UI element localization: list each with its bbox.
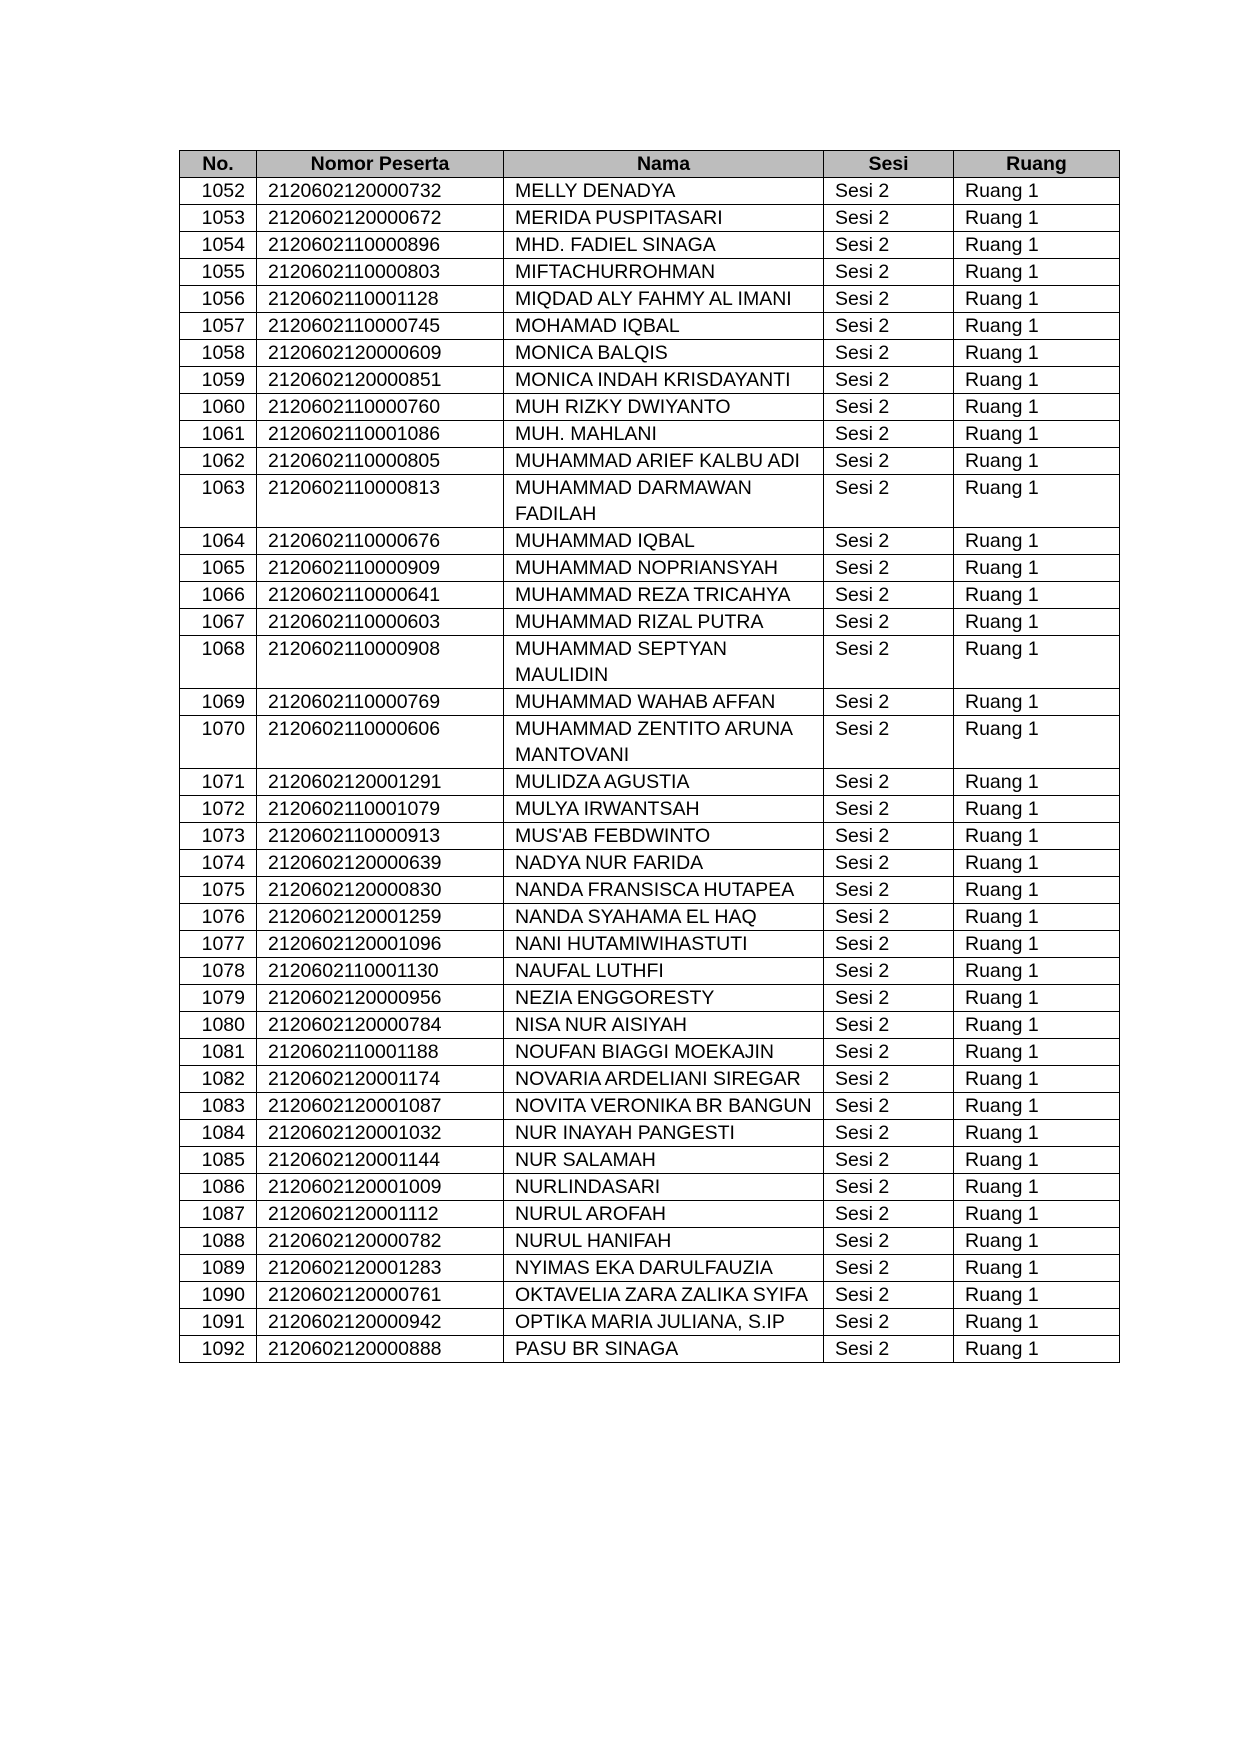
cell-sesi: Sesi 2 (824, 904, 954, 931)
cell-sesi: Sesi 2 (824, 877, 954, 904)
cell-ruang: Ruang 1 (954, 1174, 1120, 1201)
cell-nama: MONICA INDAH KRISDAYANTI (504, 367, 824, 394)
cell-sesi: Sesi 2 (824, 1120, 954, 1147)
cell-no: 1070 (180, 716, 257, 769)
cell-no: 1057 (180, 313, 257, 340)
cell-ruang: Ruang 1 (954, 1012, 1120, 1039)
cell-nama: MIQDAD ALY FAHMY AL IMANI (504, 286, 824, 313)
cell-sesi: Sesi 2 (824, 555, 954, 582)
cell-no: 1065 (180, 555, 257, 582)
cell-ruang: Ruang 1 (954, 259, 1120, 286)
cell-sesi: Sesi 2 (824, 1039, 954, 1066)
cell-nomor-peserta: 2120602110000803 (257, 259, 504, 286)
cell-ruang: Ruang 1 (954, 1039, 1120, 1066)
cell-nomor-peserta: 2120602110000760 (257, 394, 504, 421)
cell-sesi: Sesi 2 (824, 1174, 954, 1201)
cell-nama: NOVITA VERONIKA BR BANGUN (504, 1093, 824, 1120)
cell-no: 1069 (180, 689, 257, 716)
cell-sesi: Sesi 2 (824, 636, 954, 689)
cell-ruang: Ruang 1 (954, 850, 1120, 877)
cell-nomor-peserta: 2120602110001188 (257, 1039, 504, 1066)
table-row (180, 904, 1120, 931)
cell-no: 1053 (180, 205, 257, 232)
cell-no: 1087 (180, 1201, 257, 1228)
cell-ruang: Ruang 1 (954, 528, 1120, 555)
table-row (180, 394, 1120, 421)
cell-ruang: Ruang 1 (954, 421, 1120, 448)
cell-sesi: Sesi 2 (824, 340, 954, 367)
cell-nama: NOVARIA ARDELIANI SIREGAR (504, 1066, 824, 1093)
cell-ruang: Ruang 1 (954, 1066, 1120, 1093)
cell-no: 1055 (180, 259, 257, 286)
cell-ruang: Ruang 1 (954, 958, 1120, 985)
cell-no: 1063 (180, 475, 257, 528)
column-header-sesi: Sesi (824, 151, 954, 178)
cell-nama: NANDA FRANSISCA HUTAPEA (504, 877, 824, 904)
table-row (180, 1309, 1120, 1336)
cell-sesi: Sesi 2 (824, 1228, 954, 1255)
cell-sesi: Sesi 2 (824, 313, 954, 340)
table-row (180, 421, 1120, 448)
cell-nama: MHD. FADIEL SINAGA (504, 232, 824, 259)
cell-no: 1072 (180, 796, 257, 823)
cell-no: 1084 (180, 1120, 257, 1147)
table-row (180, 796, 1120, 823)
cell-sesi: Sesi 2 (824, 609, 954, 636)
cell-nama: MUHAMMAD DARMAWAN FADILAH (504, 475, 824, 528)
table-row (180, 716, 1120, 769)
cell-nama: MUHAMMAD RIZAL PUTRA (504, 609, 824, 636)
cell-nomor-peserta: 2120602110000813 (257, 475, 504, 528)
cell-ruang: Ruang 1 (954, 1093, 1120, 1120)
table-row (180, 1336, 1120, 1363)
cell-nomor-peserta: 2120602110000603 (257, 609, 504, 636)
cell-nama: NUR INAYAH PANGESTI (504, 1120, 824, 1147)
table-row (180, 689, 1120, 716)
cell-nama: NURUL AROFAH (504, 1201, 824, 1228)
cell-no: 1059 (180, 367, 257, 394)
column-header-nomor-peserta: Nomor Peserta (257, 151, 504, 178)
cell-nomor-peserta: 2120602120001032 (257, 1120, 504, 1147)
cell-no: 1091 (180, 1309, 257, 1336)
cell-no: 1064 (180, 528, 257, 555)
cell-ruang: Ruang 1 (954, 1120, 1120, 1147)
cell-sesi: Sesi 2 (824, 475, 954, 528)
cell-no: 1079 (180, 985, 257, 1012)
cell-ruang: Ruang 1 (954, 1309, 1120, 1336)
cell-nomor-peserta: 2120602120000782 (257, 1228, 504, 1255)
table-row (180, 1174, 1120, 1201)
cell-nomor-peserta: 2120602110000745 (257, 313, 504, 340)
cell-no: 1083 (180, 1093, 257, 1120)
cell-ruang: Ruang 1 (954, 1228, 1120, 1255)
table-row (180, 232, 1120, 259)
cell-no: 1085 (180, 1147, 257, 1174)
cell-nomor-peserta: 2120602120001291 (257, 769, 504, 796)
cell-nama: MULIDZA AGUSTIA (504, 769, 824, 796)
cell-ruang: Ruang 1 (954, 1336, 1120, 1363)
cell-sesi: Sesi 2 (824, 796, 954, 823)
cell-sesi: Sesi 2 (824, 232, 954, 259)
cell-nama: NANI HUTAMIWIHASTUTI (504, 931, 824, 958)
cell-nomor-peserta: 2120602110000641 (257, 582, 504, 609)
table-header (180, 151, 1120, 178)
cell-nomor-peserta: 2120602110000908 (257, 636, 504, 689)
cell-nomor-peserta: 2120602120000830 (257, 877, 504, 904)
cell-sesi: Sesi 2 (824, 716, 954, 769)
cell-nomor-peserta: 2120602120001259 (257, 904, 504, 931)
cell-ruang: Ruang 1 (954, 716, 1120, 769)
table-row (180, 1120, 1120, 1147)
cell-nama: NUR SALAMAH (504, 1147, 824, 1174)
cell-ruang: Ruang 1 (954, 904, 1120, 931)
cell-sesi: Sesi 2 (824, 689, 954, 716)
cell-nama: MUHAMMAD REZA TRICAHYA (504, 582, 824, 609)
table-row (180, 931, 1120, 958)
table-row (180, 1012, 1120, 1039)
table-row (180, 985, 1120, 1012)
cell-sesi: Sesi 2 (824, 958, 954, 985)
table-body (180, 178, 1120, 1363)
cell-nama: OPTIKA MARIA JULIANA, S.IP (504, 1309, 824, 1336)
table-row (180, 1201, 1120, 1228)
cell-nomor-peserta: 2120602110000913 (257, 823, 504, 850)
cell-ruang: Ruang 1 (954, 1147, 1120, 1174)
cell-nama: MERIDA PUSPITASARI (504, 205, 824, 232)
cell-nama: MIFTACHURROHMAN (504, 259, 824, 286)
cell-no: 1061 (180, 421, 257, 448)
cell-nama: NANDA SYAHAMA EL HAQ (504, 904, 824, 931)
table-row (180, 259, 1120, 286)
cell-sesi: Sesi 2 (824, 1309, 954, 1336)
cell-no: 1068 (180, 636, 257, 689)
cell-no: 1081 (180, 1039, 257, 1066)
cell-nama: MELLY DENADYA (504, 178, 824, 205)
table-row (180, 877, 1120, 904)
cell-ruang: Ruang 1 (954, 340, 1120, 367)
cell-nama: MONICA BALQIS (504, 340, 824, 367)
cell-nomor-peserta: 2120602110000769 (257, 689, 504, 716)
cell-ruang: Ruang 1 (954, 823, 1120, 850)
cell-ruang: Ruang 1 (954, 178, 1120, 205)
cell-no: 1076 (180, 904, 257, 931)
column-header-nama: Nama (504, 151, 824, 178)
cell-no: 1060 (180, 394, 257, 421)
cell-sesi: Sesi 2 (824, 1147, 954, 1174)
cell-no: 1056 (180, 286, 257, 313)
cell-sesi: Sesi 2 (824, 259, 954, 286)
column-header-ruang: Ruang (954, 151, 1120, 178)
cell-nomor-peserta: 2120602120000956 (257, 985, 504, 1012)
table-row (180, 286, 1120, 313)
cell-ruang: Ruang 1 (954, 394, 1120, 421)
cell-nomor-peserta: 2120602120000888 (257, 1336, 504, 1363)
cell-no: 1066 (180, 582, 257, 609)
cell-nama: MUHAMMAD ZENTITO ARUNA MANTOVANI (504, 716, 824, 769)
table-row (180, 823, 1120, 850)
cell-ruang: Ruang 1 (954, 769, 1120, 796)
cell-no: 1080 (180, 1012, 257, 1039)
cell-sesi: Sesi 2 (824, 1066, 954, 1093)
cell-ruang: Ruang 1 (954, 636, 1120, 689)
cell-ruang: Ruang 1 (954, 1255, 1120, 1282)
table-row (180, 769, 1120, 796)
cell-nama: NEZIA ENGGORESTY (504, 985, 824, 1012)
cell-nomor-peserta: 2120602110000606 (257, 716, 504, 769)
cell-no: 1092 (180, 1336, 257, 1363)
cell-sesi: Sesi 2 (824, 421, 954, 448)
table-row (180, 205, 1120, 232)
cell-nomor-peserta: 2120602120000672 (257, 205, 504, 232)
cell-sesi: Sesi 2 (824, 178, 954, 205)
column-header-no: No. (180, 151, 257, 178)
cell-sesi: Sesi 2 (824, 448, 954, 475)
cell-no: 1074 (180, 850, 257, 877)
cell-sesi: Sesi 2 (824, 582, 954, 609)
table-row (180, 636, 1120, 689)
cell-nama: MUHAMMAD ARIEF KALBU ADI (504, 448, 824, 475)
cell-nomor-peserta: 2120602110000896 (257, 232, 504, 259)
cell-ruang: Ruang 1 (954, 475, 1120, 528)
cell-sesi: Sesi 2 (824, 1012, 954, 1039)
cell-nomor-peserta: 2120602110001128 (257, 286, 504, 313)
cell-sesi: Sesi 2 (824, 286, 954, 313)
cell-no: 1089 (180, 1255, 257, 1282)
table-row (180, 1255, 1120, 1282)
table-row (180, 1282, 1120, 1309)
cell-no: 1071 (180, 769, 257, 796)
cell-sesi: Sesi 2 (824, 931, 954, 958)
cell-ruang: Ruang 1 (954, 1201, 1120, 1228)
table-row (180, 448, 1120, 475)
cell-ruang: Ruang 1 (954, 689, 1120, 716)
cell-nomor-peserta: 2120602120000851 (257, 367, 504, 394)
cell-nama: MUS'AB FEBDWINTO (504, 823, 824, 850)
table-row (180, 1039, 1120, 1066)
cell-no: 1052 (180, 178, 257, 205)
table-row (180, 1228, 1120, 1255)
cell-ruang: Ruang 1 (954, 313, 1120, 340)
cell-ruang: Ruang 1 (954, 205, 1120, 232)
cell-nama: MUHAMMAD NOPRIANSYAH (504, 555, 824, 582)
cell-nomor-peserta: 2120602120001174 (257, 1066, 504, 1093)
cell-ruang: Ruang 1 (954, 931, 1120, 958)
cell-nomor-peserta: 2120602120000784 (257, 1012, 504, 1039)
cell-sesi: Sesi 2 (824, 1201, 954, 1228)
cell-ruang: Ruang 1 (954, 582, 1120, 609)
table-row (180, 555, 1120, 582)
cell-nama: OKTAVELIA ZARA ZALIKA SYIFA (504, 1282, 824, 1309)
participant-table (179, 150, 1120, 1363)
cell-ruang: Ruang 1 (954, 796, 1120, 823)
cell-no: 1054 (180, 232, 257, 259)
cell-ruang: Ruang 1 (954, 286, 1120, 313)
cell-nomor-peserta: 2120602120000732 (257, 178, 504, 205)
cell-nomor-peserta: 2120602120001096 (257, 931, 504, 958)
cell-nama: NURLINDASARI (504, 1174, 824, 1201)
cell-nomor-peserta: 2120602110000676 (257, 528, 504, 555)
cell-nomor-peserta: 2120602120001112 (257, 1201, 504, 1228)
cell-nama: MUHAMMAD SEPTYAN MAULIDIN (504, 636, 824, 689)
cell-no: 1073 (180, 823, 257, 850)
table-row (180, 582, 1120, 609)
cell-nama: MUH RIZKY DWIYANTO (504, 394, 824, 421)
cell-no: 1078 (180, 958, 257, 985)
cell-sesi: Sesi 2 (824, 1282, 954, 1309)
cell-sesi: Sesi 2 (824, 823, 954, 850)
cell-no: 1075 (180, 877, 257, 904)
cell-nama: NISA NUR AISIYAH (504, 1012, 824, 1039)
table-row (180, 313, 1120, 340)
cell-ruang: Ruang 1 (954, 232, 1120, 259)
cell-ruang: Ruang 1 (954, 609, 1120, 636)
cell-nama: MULYA IRWANTSAH (504, 796, 824, 823)
table-row (180, 528, 1120, 555)
cell-no: 1082 (180, 1066, 257, 1093)
cell-ruang: Ruang 1 (954, 367, 1120, 394)
cell-nama: NOUFAN BIAGGI MOEKAJIN (504, 1039, 824, 1066)
table-row (180, 178, 1120, 205)
table-row (180, 958, 1120, 985)
cell-sesi: Sesi 2 (824, 1255, 954, 1282)
cell-sesi: Sesi 2 (824, 1093, 954, 1120)
cell-ruang: Ruang 1 (954, 985, 1120, 1012)
cell-sesi: Sesi 2 (824, 528, 954, 555)
cell-nomor-peserta: 2120602110000805 (257, 448, 504, 475)
cell-nama: NAUFAL LUTHFI (504, 958, 824, 985)
cell-nomor-peserta: 2120602120000942 (257, 1309, 504, 1336)
cell-nama: NADYA NUR FARIDA (504, 850, 824, 877)
cell-sesi: Sesi 2 (824, 985, 954, 1012)
cell-no: 1067 (180, 609, 257, 636)
table-row (180, 1147, 1120, 1174)
table-row (180, 609, 1120, 636)
cell-nama: MUHAMMAD WAHAB AFFAN (504, 689, 824, 716)
cell-nomor-peserta: 2120602120001009 (257, 1174, 504, 1201)
cell-no: 1058 (180, 340, 257, 367)
cell-nama: MUHAMMAD IQBAL (504, 528, 824, 555)
header-row (180, 151, 1120, 178)
cell-no: 1090 (180, 1282, 257, 1309)
cell-nomor-peserta: 2120602110001086 (257, 421, 504, 448)
cell-sesi: Sesi 2 (824, 367, 954, 394)
cell-sesi: Sesi 2 (824, 769, 954, 796)
cell-nomor-peserta: 2120602110000909 (257, 555, 504, 582)
cell-nama: PASU BR SINAGA (504, 1336, 824, 1363)
cell-nama: NURUL HANIFAH (504, 1228, 824, 1255)
cell-no: 1077 (180, 931, 257, 958)
cell-nomor-peserta: 2120602120001087 (257, 1093, 504, 1120)
cell-ruang: Ruang 1 (954, 1282, 1120, 1309)
cell-nama: MUH. MAHLANI (504, 421, 824, 448)
table-row (180, 1093, 1120, 1120)
cell-no: 1062 (180, 448, 257, 475)
cell-nama: MOHAMAD IQBAL (504, 313, 824, 340)
cell-ruang: Ruang 1 (954, 877, 1120, 904)
cell-no: 1086 (180, 1174, 257, 1201)
cell-ruang: Ruang 1 (954, 448, 1120, 475)
cell-sesi: Sesi 2 (824, 1336, 954, 1363)
cell-sesi: Sesi 2 (824, 850, 954, 877)
cell-nomor-peserta: 2120602120001144 (257, 1147, 504, 1174)
cell-nomor-peserta: 2120602120000761 (257, 1282, 504, 1309)
table-row (180, 475, 1120, 528)
cell-no: 1088 (180, 1228, 257, 1255)
cell-nomor-peserta: 2120602110001079 (257, 796, 504, 823)
cell-nomor-peserta: 2120602120000639 (257, 850, 504, 877)
table-row (180, 367, 1120, 394)
cell-sesi: Sesi 2 (824, 205, 954, 232)
table-row (180, 340, 1120, 367)
table-row (180, 850, 1120, 877)
cell-nama: NYIMAS EKA DARULFAUZIA (504, 1255, 824, 1282)
cell-nomor-peserta: 2120602110001130 (257, 958, 504, 985)
table-row (180, 1066, 1120, 1093)
cell-nomor-peserta: 2120602120000609 (257, 340, 504, 367)
cell-nomor-peserta: 2120602120001283 (257, 1255, 504, 1282)
cell-sesi: Sesi 2 (824, 394, 954, 421)
cell-ruang: Ruang 1 (954, 555, 1120, 582)
